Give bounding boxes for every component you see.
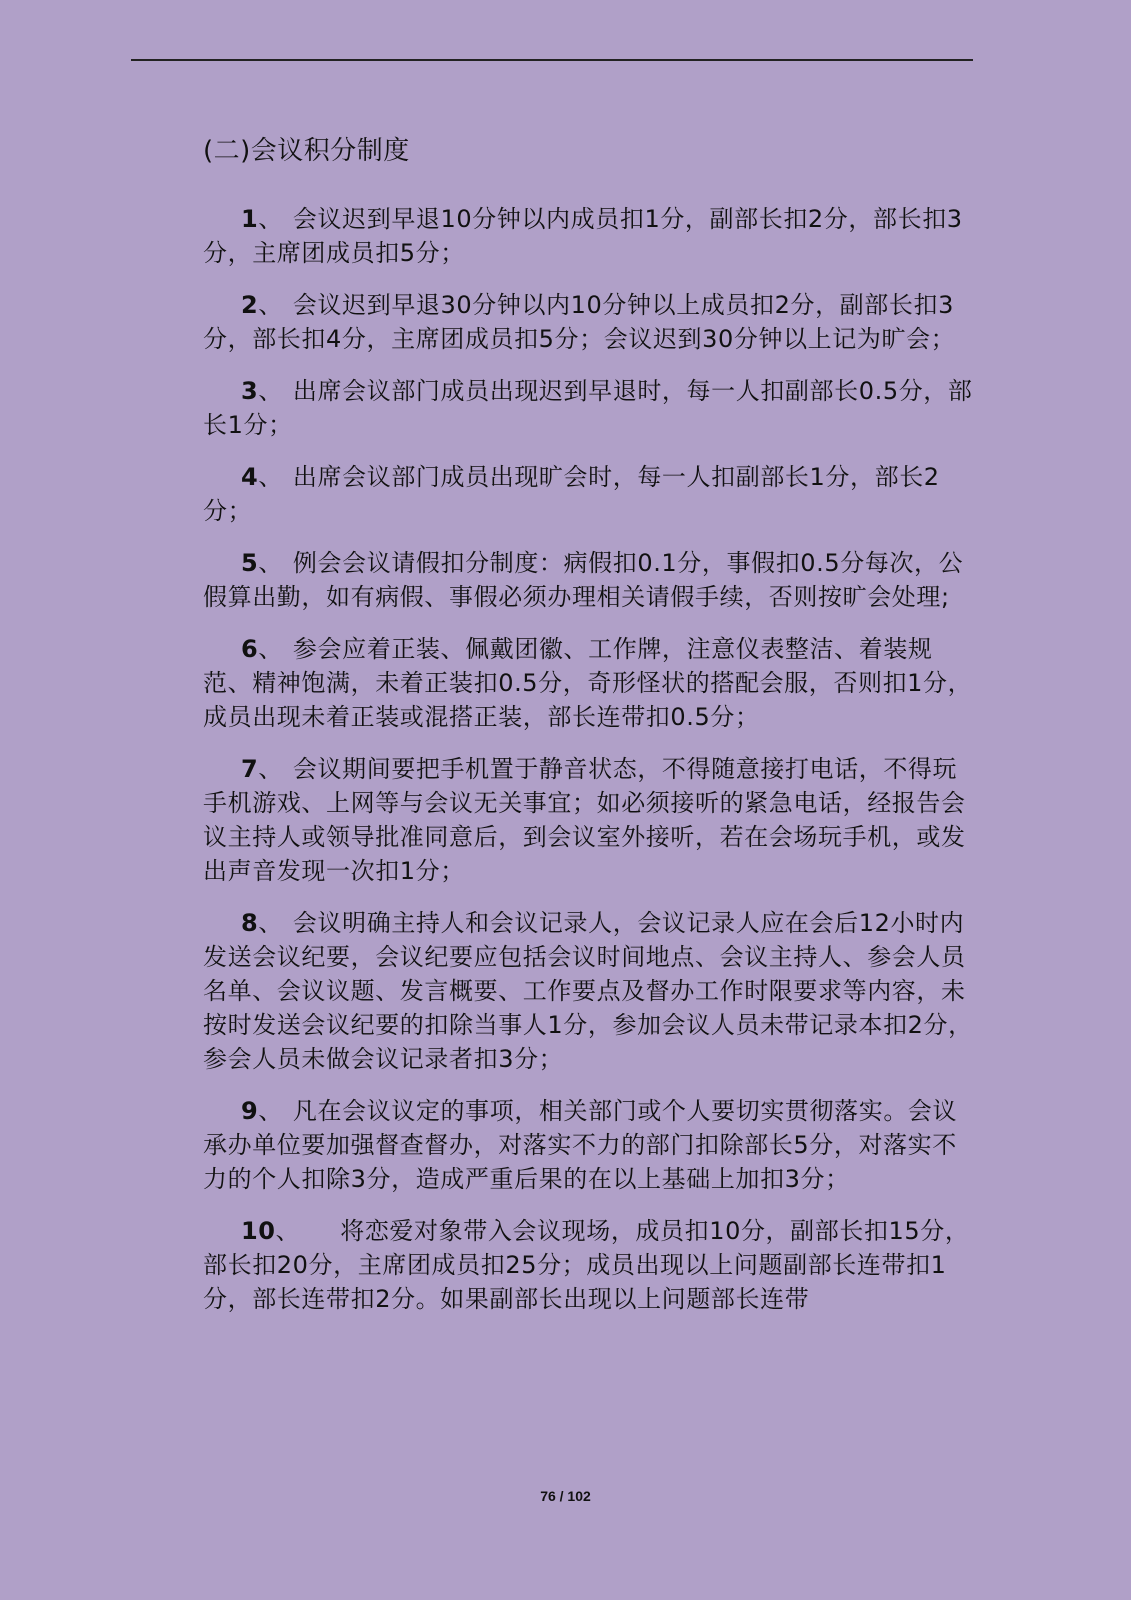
rule-separator: 、 — [258, 1097, 283, 1125]
rule-number: 1 — [241, 205, 259, 233]
rule-separator: 、 — [258, 377, 283, 405]
rule-separator: 、 — [258, 635, 283, 663]
rules-list — [203, 202, 975, 1334]
rule-text: 会议迟到早退30分钟以内10分钟以上成员扣2分，副部长扣3分，部长扣4分，主席团成员扣5分；会议迟到30分钟以上记为旷会； — [203, 291, 956, 353]
rule-text: 会议明确主持人和会议记录人，会议记录人应在会后12小时内发送会议纪要，会议纪要应包括会议时间地点、会议主持人、参会人员名单、会议议题、发言概要、工作要点及督办工作时限要求等内容，未按时发送会议纪要的扣除当事人1分，参加会议人员未带记录本扣2分，参会人员未做会议记录者扣3分； — [203, 909, 973, 1073]
rule-text: 将恋爱对象带入会议现场，成员扣10分，副部长扣15分，部长扣20分，主席团成员扣25分；成员出现以上问题副部长连带扣1分，部长连带扣2分。如果副部长出现以上问题部长连带 — [203, 1217, 970, 1313]
rule-separator: 、 — [258, 205, 283, 233]
rule-item-10 — [203, 1214, 975, 1316]
rule-number: 4 — [241, 463, 259, 491]
rule-number: 10 — [241, 1217, 276, 1245]
rule-item-1 — [203, 202, 975, 270]
rule-item-3 — [203, 374, 975, 442]
header-rule — [131, 59, 973, 61]
section-title: (二)会议积分制度 — [203, 136, 410, 166]
rule-text: 会议迟到早退10分钟以内成员扣1分，副部长扣2分，部长扣3分，主席团成员扣5分； — [203, 205, 963, 267]
rule-number: 6 — [241, 635, 259, 663]
rule-text: 参会应着正装、佩戴团徽、工作牌，注意仪表整洁、着装规范、精神饱满，未着正装扣0.5分，奇形怪状的搭配会服，否则扣1分，成员出现未着正装或混搭正装，部长连带扣0.5分； — [203, 635, 973, 731]
page-number: 76 / 102 — [540, 1488, 591, 1504]
rule-number: 3 — [241, 377, 259, 405]
rule-item-7 — [203, 752, 975, 888]
rule-number: 8 — [241, 909, 259, 937]
rule-text: 例会会议请假扣分制度：病假扣0.1分，事假扣0.5分每次，公假算出勤，如有病假、事假必须办理相关请假手续，否则按旷会处理; — [203, 549, 964, 611]
rule-separator: 、 — [258, 463, 283, 491]
rule-item-2 — [203, 288, 975, 356]
rule-text: 会议期间要把手机置于静音状态，不得随意接打电话，不得玩手机游戏、上网等与会议无关事宜；如必须接听的紧急电话，经报告会议主持人或领导批准同意后，到会议室外接听，若在会场玩手机，或发出声音发现一次扣1分； — [203, 755, 966, 885]
rule-number: 7 — [241, 755, 259, 783]
rule-text: 凡在会议议定的事项，相关部门或个人要切实贯彻落实。会议承办单位要加强督查督办，对落实不力的部门扣除部长5分，对落实不力的个人扣除3分，造成严重后果的在以上基础上加扣3分； — [203, 1097, 958, 1193]
rule-number: 2 — [241, 291, 259, 319]
rule-separator: 、 — [258, 291, 283, 319]
rule-item-4 — [203, 460, 975, 528]
rule-text: 出席会议部门成员出现迟到早退时，每一人扣副部长0.5分，部长1分； — [203, 377, 973, 439]
rule-item-5 — [203, 546, 975, 614]
rule-number: 9 — [241, 1097, 259, 1125]
rule-separator: 、 — [258, 909, 283, 937]
rule-separator: 、 — [258, 755, 283, 783]
rule-item-9 — [203, 1094, 975, 1196]
rule-item-8 — [203, 906, 975, 1076]
rule-text: 出席会议部门成员出现旷会时，每一人扣副部长1分，部长2分； — [203, 463, 940, 525]
rule-item-6 — [203, 632, 975, 734]
rule-separator: 、 — [258, 549, 283, 577]
rule-separator: 、 — [275, 1217, 301, 1245]
rule-number: 5 — [241, 549, 259, 577]
